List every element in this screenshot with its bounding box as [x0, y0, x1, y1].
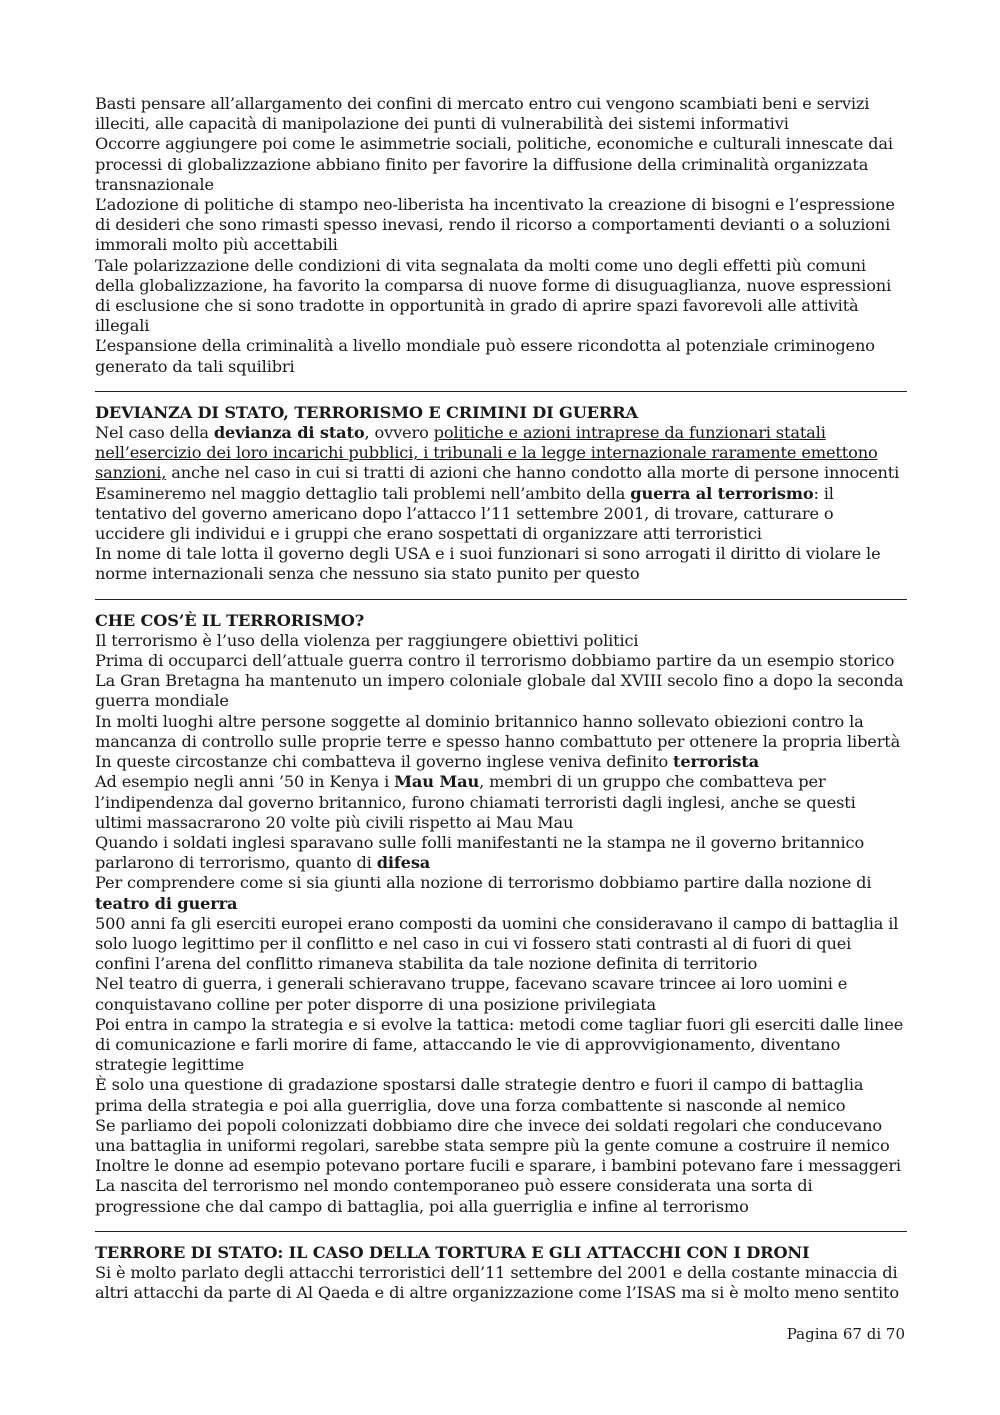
text-span: anche nel caso in cui si tratti di azioni che hanno condotto alla morte di persone innocenti: [166, 463, 900, 483]
paragraph: Nel teatro di guerra, i generali schieravano truppe, facevano scavare trincee ai loro uomini e conquistavano colline per poter disporre di una posizione privilegiata: [95, 974, 848, 1014]
bold-term: teatro di guerra: [95, 893, 238, 913]
paragraph: [95, 423, 907, 484]
bold-term: difesa: [376, 853, 431, 873]
text-span: In queste circostanze chi combatteva il governo inglese veniva definito: [95, 752, 674, 772]
underlined-text: politiche e azioni intraprese da funzionari statali nell’esercizio dei loro incarichi pubblici, i tribunali e la legge internazionale raramente emettono sanzioni,: [95, 423, 878, 483]
paragraph: [95, 752, 907, 772]
paragraph: Occorre aggiungere poi come le asimmetrie sociali, politiche, economiche e culturali innescate dai processi di globalizzazione abbiano finito per favorire la diffusione della criminalità organizzata transnazionale: [95, 134, 893, 194]
paragraph: Tale polarizzazione delle condizioni di vita segnalata da molti come uno degli effetti più comuni della globalizzazione, ha favorito la comparsa di nuove forme di disuguaglianza, nuove espressioni di esclusione che si sono tradotte in opportunità in grado di aprire spazi favorevoli alle attività illegali: [95, 255, 892, 336]
paragraph: Prima di occuparci dell’attuale guerra contro il terrorismo dobbiamo partire da un esempio storico: [95, 651, 895, 671]
bold-term: terrorista: [673, 752, 759, 772]
text-span: Esamineremo nel maggio dettaglio tali problemi nell’ambito della: [95, 483, 631, 503]
section-heading: TERRORE DI STATO: IL CASO DELLA TORTURA E GLI ATTACCHI CON I DRONI: [95, 1242, 810, 1262]
paragraph: La nascita del terrorismo nel mondo contemporaneo può essere considerata una sorta di progressione che dal campo di battaglia, poi alla guerriglia e infine al terrorismo: [95, 1176, 813, 1216]
bold-term: Mau Mau: [394, 772, 480, 792]
paragraph: Basti pensare all’allargamento dei confini di mercato entro cui vengono scambiati beni e servizi illeciti, alle capacità di manipolazione dei punti di vulnerabilità dei sistemi informativi: [95, 94, 870, 134]
section-heading: DEVIANZA DI STATO, TERRORISMO E CRIMINI DI GUERRA: [95, 402, 638, 422]
text-span: , membri di un gruppo che combatteva per l’indipendenza dal governo britannico, furono chiamati terroristi dagli inglesi, anche se questi ultimi massacrarono 20 volte più civili rispetto ai Mau Mau: [95, 772, 856, 832]
paragraph: [95, 873, 907, 913]
paragraph: [95, 772, 907, 833]
text-span: : il tentativo del governo americano dopo l’attacco l’11 settembre 2001, di trovare, catturare o uccidere gli individui e i gruppi che erano sospettati di organizzare atti terroristici: [95, 483, 834, 544]
paragraph: È solo una questione di gradazione spostarsi dalle strategie dentro e fuori il campo di battaglia prima della strategia e poi alla guerriglia, dove una forza combattente si nasconde al nemico: [95, 1075, 864, 1115]
text-span: Ad esempio negli anni ’50 in Kenya i: [95, 772, 395, 792]
paragraph: [95, 484, 907, 545]
page-content: [95, 94, 907, 1303]
text-span: Nel caso della: [95, 423, 214, 443]
section-heading: CHE COS’È IL TERRORISMO?: [95, 610, 365, 630]
text-span: Quando i soldati inglesi sparavano sulle folli manifestanti ne la stampa ne il governo britannico parlarono di terrorismo, quanto di: [95, 832, 865, 873]
paragraph: 500 anni fa gli eserciti europei erano composti da uomini che consideravano il campo di battaglia il solo luogo legittimo per il conflitto e nel caso in cui vi fossero stati contrasti al di fuori di quei confini l’arena del conflitto rimaneva stabilita da tale nozione definita di territorio: [95, 913, 899, 974]
bold-term: guerra al terrorismo: [630, 483, 814, 503]
bold-term: devianza di stato: [213, 423, 365, 443]
paragraph: [95, 833, 907, 873]
text-span: , ovvero: [364, 423, 434, 443]
paragraph: Il terrorismo è l’uso della violenza per raggiungere obiettivi politici: [95, 630, 639, 650]
paragraph: L’espansione della criminalità a livello mondiale può essere ricondotta al potenziale criminogeno generato da tali squilibri: [95, 336, 875, 376]
page-number: Pagina 67 di 70: [786, 1325, 905, 1343]
paragraph: Se parliamo dei popoli colonizzati dobbiamo dire che invece dei soldati regolari che conducevano una battaglia in uniformi regolari, sarebbe stata sempre più la gente comune a costruire il nemico: [95, 1115, 890, 1155]
paragraph: Inoltre le donne ad esempio potevano portare fucili e sparare, i bambini potevano fare i messaggeri: [95, 1156, 901, 1176]
paragraph: La Gran Bretagna ha mantenuto un impero coloniale globale dal XVIII secolo fino a dopo la seconda guerra mondiale: [95, 671, 904, 711]
paragraph: In nome di tale lotta il governo degli USA e i suoi funzionari si sono arrogati il diritto di violare le norme internazionali senza che nessuno sia stato punito per questo: [95, 544, 881, 584]
paragraph: Poi entra in campo la strategia e si evolve la tattica: metodi come tagliar fuori gli eserciti dalle linee di comunicazione e farli morire di fame, attaccando le vie di approvvigionamento, diventano strategie legittime: [95, 1014, 904, 1075]
paragraph: Si è molto parlato degli attacchi terroristici dell’11 settembre del 2001 e della costante minaccia di altri attacchi da parte di Al Qaeda e di altre organizzazione come l’ISAS ma si è molto meno sentito: [95, 1262, 899, 1303]
paragraph: L’adozione di politiche di stampo neo-liberista ha incentivato la creazione di bisogni e l’espressione di desideri che sono rimasti spesso inevasi, rendo il ricorso a comportamenti devianti o a soluzioni immorali molto più accettabili: [95, 195, 895, 255]
text-span: Per comprendere come si sia giunti alla nozione di terrorismo dobbiamo partire dalla nozione di: [95, 873, 872, 893]
paragraph: In molti luoghi altre persone soggette al dominio britannico hanno sollevato obiezioni contro la mancanza di controllo sulle proprie terre e spesso hanno combattuto per ottenere la propria libertà: [95, 711, 901, 751]
